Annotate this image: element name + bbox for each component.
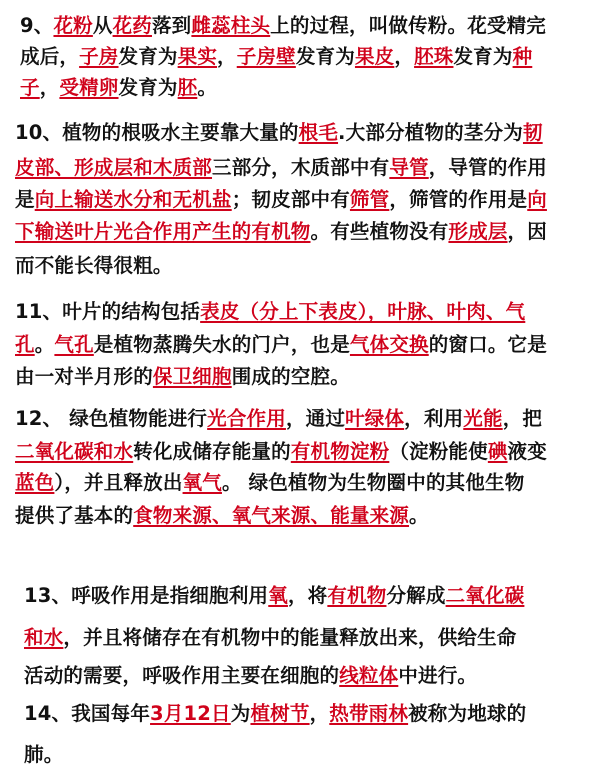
- text-segment: 由一对半月形的: [15, 365, 153, 388]
- line: [15, 329, 547, 357]
- text-segment: 。有些植物没有: [310, 220, 449, 243]
- highlighted-term: 胚: [177, 76, 198, 99]
- text-segment: ，利用: [404, 407, 464, 430]
- text-segment: 12、 绿色植物能进行: [15, 407, 208, 430]
- text-segment: 被称为地球的: [408, 702, 527, 725]
- line: [15, 500, 429, 528]
- line: [15, 216, 547, 244]
- highlighted-term: 花药: [112, 14, 152, 37]
- highlighted-term: 蓝色: [15, 471, 55, 494]
- highlighted-term: 二氧化碳和水: [15, 440, 134, 463]
- text-segment: 提供了基本的: [15, 504, 134, 527]
- highlighted-term: 果皮: [354, 45, 395, 68]
- highlighted-term: 光合作用: [207, 407, 286, 430]
- highlighted-term: 种: [512, 45, 533, 68]
- text-segment: ，: [217, 45, 237, 68]
- line: [20, 72, 217, 100]
- highlighted-term: 气孔: [54, 333, 94, 356]
- text-segment: 从: [92, 14, 113, 37]
- text-segment: 9、: [20, 14, 54, 37]
- text-segment: 分解成: [386, 584, 446, 607]
- text-segment: 转化成储存能量的: [133, 440, 291, 463]
- text-segment: ，通过: [285, 407, 346, 430]
- highlighted-term: 下输送叶片光合作用产生的有机物: [15, 220, 311, 243]
- highlighted-term: 和水: [24, 626, 64, 649]
- text-segment: 为: [230, 702, 251, 725]
- text-segment: ，把: [502, 407, 543, 430]
- highlighted-term: 子: [20, 76, 40, 99]
- highlighted-term: 线粒体: [339, 664, 399, 687]
- text-segment: .大部分植物的茎分为: [338, 121, 523, 144]
- highlighted-term: 花粉: [53, 14, 93, 37]
- line: [24, 698, 526, 726]
- highlighted-term: 3月12日: [150, 702, 231, 725]
- highlighted-term: 向上输送水分和无机盐: [34, 188, 232, 211]
- text-segment: ，: [39, 76, 60, 99]
- line: [15, 117, 543, 145]
- text-segment: 落到: [151, 14, 192, 37]
- line: [15, 436, 547, 464]
- highlighted-term: 有机物淀粉: [290, 440, 390, 463]
- text-segment: 。 绿色植物为生物圈中的其他生物: [221, 471, 525, 494]
- highlighted-term: 子房: [79, 45, 119, 68]
- text-segment: 发育为: [453, 45, 513, 68]
- highlighted-term: 表皮（分上下表皮），叶脉、叶肉、气: [200, 300, 526, 323]
- line: [15, 467, 524, 495]
- text-segment: 成后，: [20, 45, 80, 68]
- text-segment: 是植物蒸腾失水的门户，也是: [93, 333, 350, 356]
- highlighted-term: 形成层: [448, 220, 508, 243]
- line: [24, 739, 63, 767]
- line: [20, 10, 546, 38]
- text-segment: 13、呼吸作用是指细胞利用: [24, 584, 269, 607]
- text-segment: 中进行。: [398, 664, 478, 687]
- line: [15, 184, 547, 212]
- highlighted-term: 氧: [268, 584, 288, 607]
- text-segment: ，并且将储存在有机物中的能量释放出来，供给生命: [63, 626, 517, 649]
- highlighted-term: 导管: [389, 156, 429, 179]
- text-segment: 。: [34, 333, 55, 356]
- highlighted-term: 胚珠: [414, 45, 454, 68]
- text-segment: ，筛管的作用是: [389, 188, 528, 211]
- highlighted-term: 光能: [463, 407, 503, 430]
- text-segment: 肺。: [24, 743, 64, 766]
- text-segment: 上的过程，叫做传粉。花受精完: [270, 14, 547, 37]
- line: [24, 622, 517, 650]
- highlighted-term: 氧气: [182, 471, 222, 494]
- highlighted-term: 皮部、形成层和木质部: [15, 156, 213, 179]
- text-segment: 围成的空腔。: [231, 365, 350, 388]
- highlighted-term: 受精卵: [59, 76, 119, 99]
- highlighted-term: 孔: [15, 333, 35, 356]
- highlighted-term: 保卫细胞: [152, 365, 232, 388]
- text-segment: （淀粉能使: [389, 440, 488, 463]
- highlighted-term: 热带雨林: [329, 702, 409, 725]
- text-segment: ，因: [507, 220, 547, 243]
- line: [15, 403, 542, 431]
- highlighted-term: 雌蕊柱头: [191, 14, 271, 37]
- highlighted-term: 韧: [522, 121, 543, 144]
- text-segment: 发育为: [295, 45, 355, 68]
- text-segment: ，将: [287, 584, 328, 607]
- highlighted-term: 根毛: [298, 121, 339, 144]
- highlighted-term: 植树节: [250, 702, 310, 725]
- text-segment: 是: [15, 188, 35, 211]
- line: [24, 660, 477, 688]
- highlighted-term: 碘: [487, 440, 508, 463]
- highlighted-term: 筛管: [349, 188, 390, 211]
- line: [15, 250, 173, 278]
- highlighted-term: 子房壁: [236, 45, 296, 68]
- text-segment: 而不能长得很粗。: [15, 254, 173, 277]
- text-segment: ，: [309, 702, 330, 725]
- highlighted-term: 果实: [177, 45, 218, 68]
- highlighted-term: 食物来源、氧气来源、能量来源: [133, 504, 410, 527]
- text-segment: 液变: [507, 440, 547, 463]
- highlighted-term: 气体交换: [349, 333, 429, 356]
- highlighted-term: 有机物: [327, 584, 387, 607]
- line: [15, 152, 547, 180]
- text-segment: ），并且释放出: [54, 471, 183, 494]
- text-segment: 10、植物的根吸水主要靠大量的: [15, 121, 299, 144]
- highlighted-term: 二氧化碳: [445, 584, 525, 607]
- text-segment: 的窗口。它是: [428, 333, 547, 356]
- text-segment: 发育为: [118, 76, 178, 99]
- line: [15, 296, 525, 324]
- text-segment: 。: [409, 504, 429, 527]
- highlighted-term: 向: [527, 188, 547, 211]
- text-segment: ，导管的作用: [428, 156, 547, 179]
- line: [20, 41, 532, 69]
- text-segment: 发育为: [118, 45, 178, 68]
- text-segment: ，: [394, 45, 415, 68]
- text-segment: 11、叶片的结构包括: [15, 300, 201, 323]
- line: [24, 580, 524, 608]
- text-segment: 活动的需要，呼吸作用主要在细胞的: [24, 664, 340, 687]
- line: [15, 361, 350, 389]
- highlighted-term: 叶绿体: [345, 407, 405, 430]
- text-segment: 14、我国每年: [24, 702, 151, 725]
- text-segment: 三部分，木质部中有: [212, 156, 390, 179]
- text-segment: 。: [197, 76, 218, 99]
- text-segment: ；韧皮部中有: [231, 188, 350, 211]
